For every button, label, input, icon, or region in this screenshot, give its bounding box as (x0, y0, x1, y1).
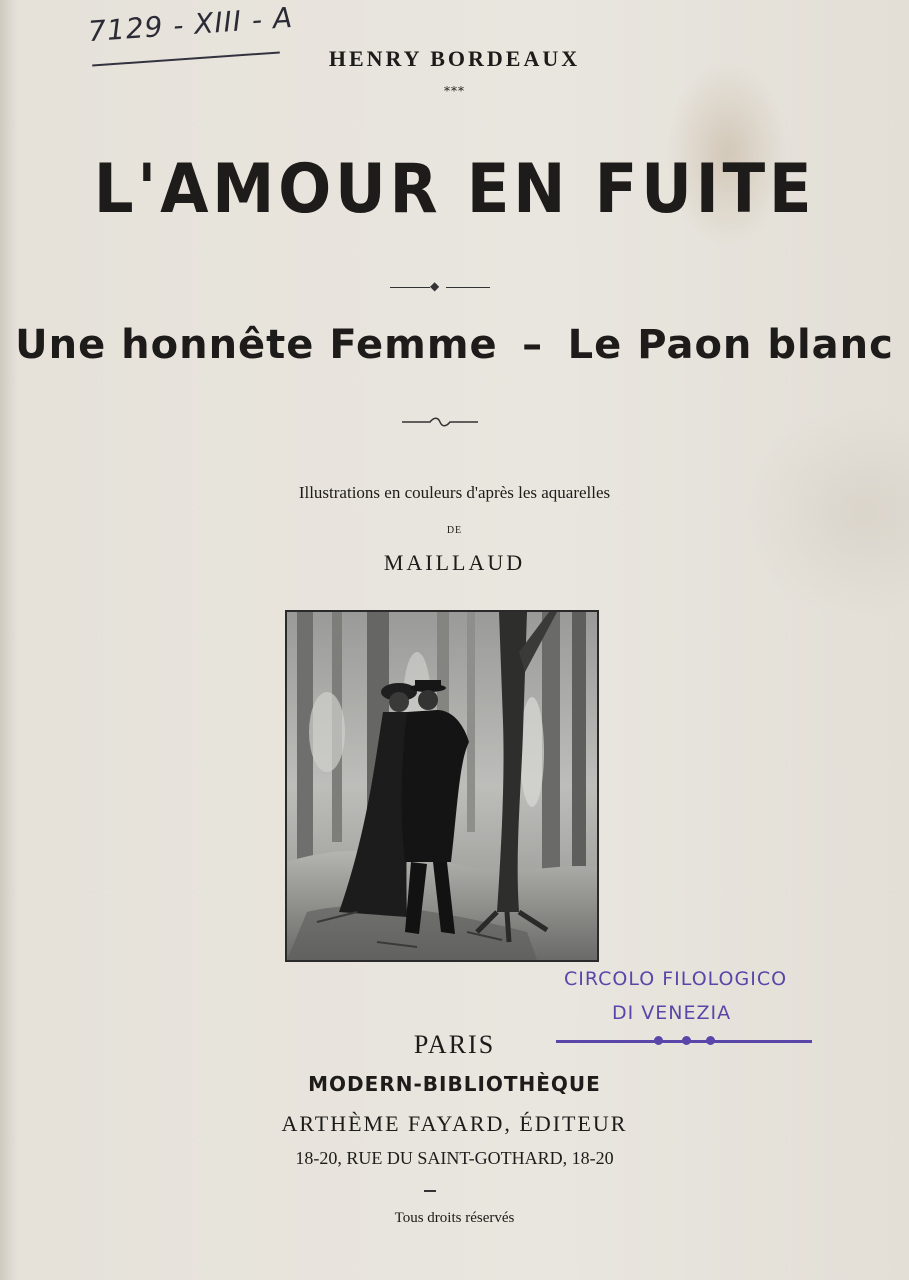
book-title: L'AMOUR EN FUITE (93, 150, 816, 229)
imprint-city: PARIS (413, 1030, 496, 1059)
title-rule-left (390, 287, 430, 288)
subtitle-swirl-ornament (400, 414, 480, 430)
imprint-publisher: ARTHÈME FAYARD, ÉDITEUR (281, 1111, 628, 1136)
asterism-ornament: *** (444, 84, 465, 98)
illustrator-name: MAILLAUD (383, 550, 526, 575)
subtitle-separator: – (522, 322, 544, 368)
subtitle-part1: Une honnête Femme (15, 322, 498, 368)
subtitle (0, 322, 909, 368)
handwritten-shelfmark: 7129 - XIII - A (87, 0, 295, 49)
title-rule-ornament: ◆ (430, 279, 440, 293)
stamp-line-1: CIRCOLO FILOLOGICO (564, 968, 788, 990)
imprint-address: 18-20, RUE DU SAINT-GOTHARD, 18-20 (295, 1148, 614, 1168)
imprint-series: MODERN-BIBLIOTHÈQUE (308, 1072, 601, 1096)
illustration-credit-de: DE (446, 525, 463, 536)
illustration-credit-line: Illustrations en couleurs d'après les aquarelles (298, 483, 611, 502)
frontispiece-illustration (285, 610, 599, 962)
subtitle-part2: Le Paon blanc (567, 322, 894, 368)
rights-notice: Tous droits réservés (394, 1210, 515, 1226)
stamp-line-2: DI VENEZIA (612, 1002, 732, 1024)
title-rule-right (446, 287, 490, 288)
author-name: HENRY BORDEAUX (328, 46, 581, 71)
imprint-dash (424, 1190, 436, 1192)
